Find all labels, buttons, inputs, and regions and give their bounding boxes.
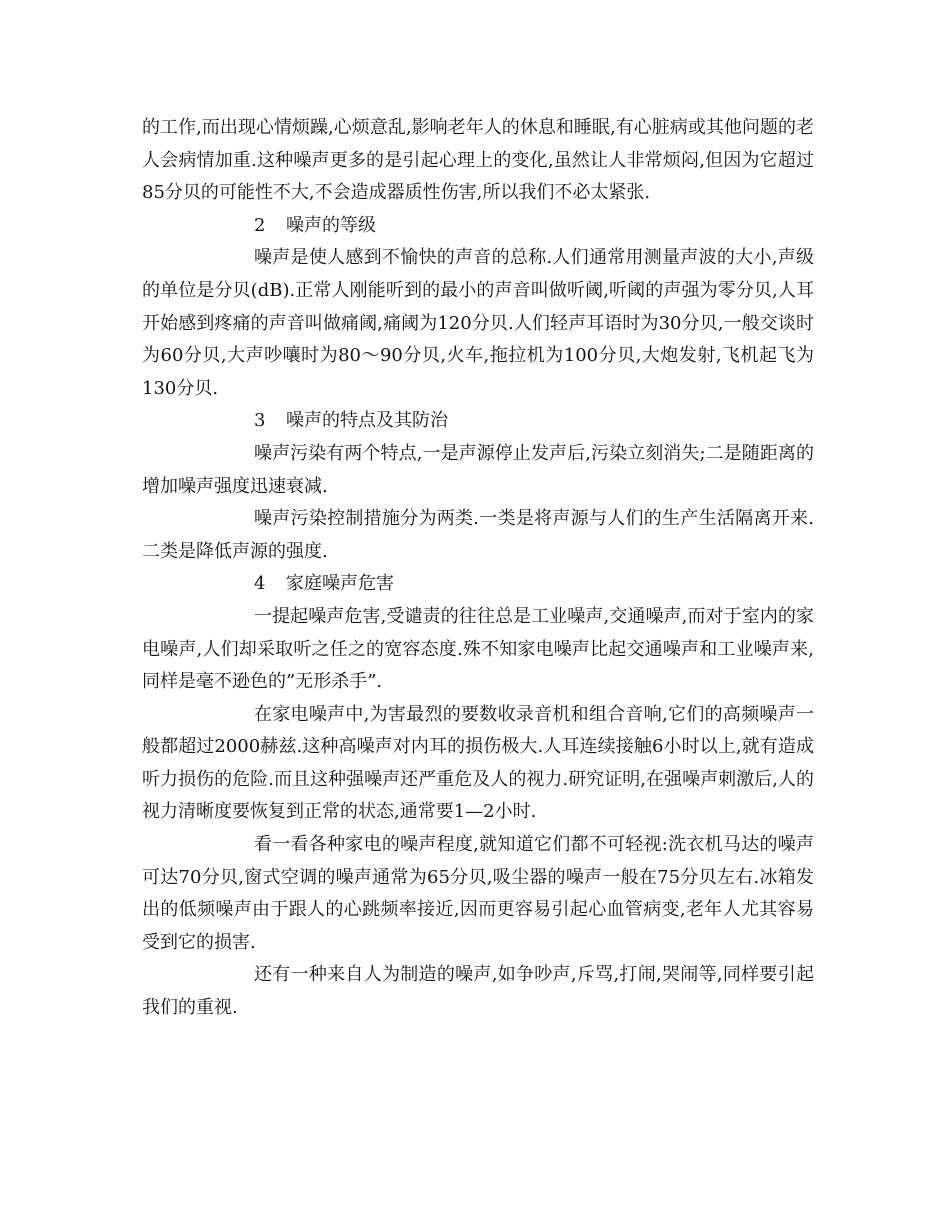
paragraph-continuation: 的工作,而出现心情烦躁,心烦意乱,影响老年人的休息和睡眠,有心脏病或其他问题的老人会病情加重.这种噪声更多的是引起心理上的变化,虽然让人非常烦闷,但因为它超过85分贝的可能性不大,不会造成器质性伤害,所以我们不必太紧张. xyxy=(142,117,814,204)
section-heading-4 xyxy=(142,568,814,601)
section-title: 噪声的特点及其防治 xyxy=(286,410,448,432)
section-number: 2 xyxy=(254,214,266,236)
paragraph: 一提起噪声危害,受谴责的往往总是工业噪声,交通噪声,而对于室内的家电噪声,人们却采取听之任之的宽容态度.殊不知家电噪声比起交通噪声和工业噪声来,同样是毫不逊色的”无形杀手”. xyxy=(142,605,814,693)
paragraph: 还有一种来自人为制造的噪声,如争吵声,斥骂,打闹,哭闹等,同样要引起我们的重视. xyxy=(142,964,814,1019)
paragraph: 看一看各种家电的噪声程度,就知道它们都不可轻视:洗衣机马达的噪声可达70分贝,窗式空调的噪声通常为65分贝,吸尘器的噪声一般在75分贝左右.冰箱发出的低频噪声由于跟人的心跳频率接近,因而更容易引起心血管病变,老年人尤其容易受到它的损害. xyxy=(142,834,814,953)
section-title: 家庭噪声危害 xyxy=(286,573,394,595)
section-number: 3 xyxy=(254,410,266,432)
section-title: 噪声的等级 xyxy=(286,214,376,236)
section-number: 4 xyxy=(254,573,266,595)
paragraph: 噪声是使人感到不愉快的声音的总称.人们通常用测量声波的大小,声级的单位是分贝(dB).正常人刚能听到的最小的声音叫做听阈,听阈的声强为零分贝,人耳开始感到疼痛的声音叫做痛阈,痛阈为120分贝.人们轻声耳语时为30分贝,一般交谈时为60分贝,大声吵嚷时为80～90分贝,火车,拖拉机为100分贝,大炮发射,飞机起飞为130分贝. xyxy=(142,247,814,399)
section-heading-2 xyxy=(142,210,814,243)
document-body xyxy=(142,112,814,1025)
paragraph: 噪声污染有两个特点,一是声源停止发声后,污染立刻消失;二是随距离的增加噪声强度迅速衰减. xyxy=(142,442,814,497)
paragraph: 在家电噪声中,为害最烈的要数收录音机和组合音响,它们的高频噪声一般都超过2000赫兹.这种高噪声对内耳的损伤极大.人耳连续接触6小时以上,就有造成听力损伤的危险.而且这种强噪声还严重危及人的视力.研究证明,在强噪声刺激后,人的视力清晰度要恢复到正常的状态,通常要1—2小时. xyxy=(142,703,814,823)
section-heading-3 xyxy=(142,405,814,438)
paragraph: 噪声污染控制措施分为两类.一类是将声源与人们的生产生活隔离开来.二类是降低声源的强度. xyxy=(142,508,814,562)
